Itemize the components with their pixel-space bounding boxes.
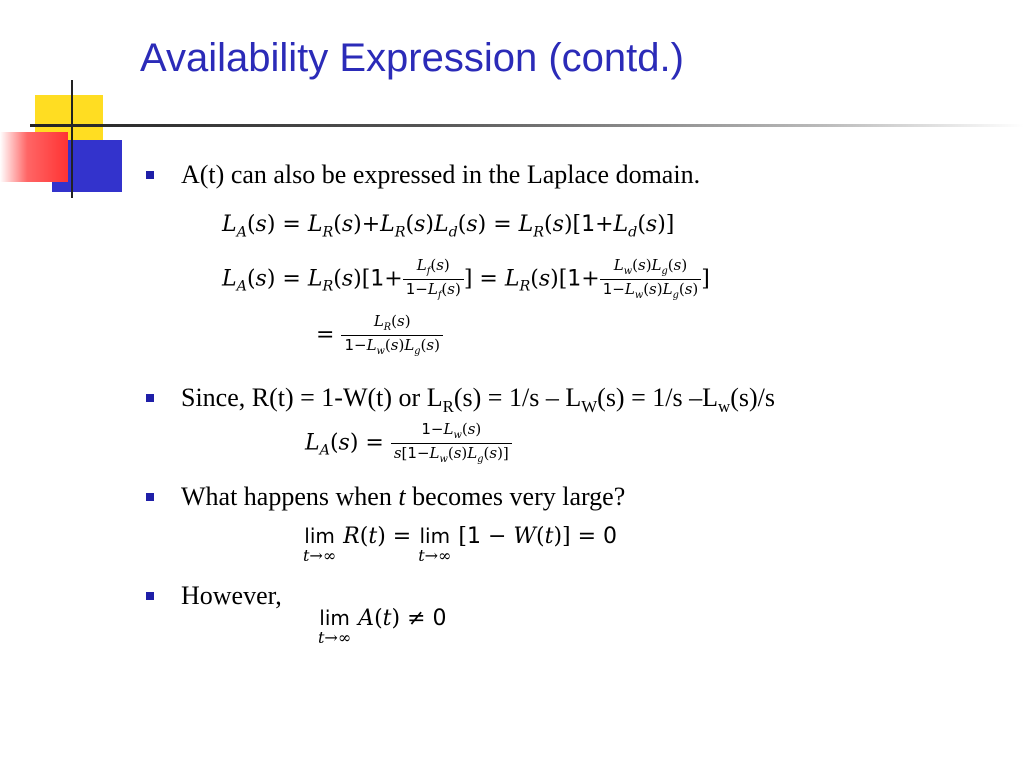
- slide-title: Availability Expression (contd.): [140, 36, 684, 80]
- bullet-marker: [146, 394, 154, 402]
- equation-la-final: $L_A(s)$ = $\frac{1-L_w(s)}{s[1-L_w(s)L_g(s)]}$: [305, 422, 512, 465]
- bullet-text-laplace: A(t) can also be expressed in the Laplace domain.: [181, 160, 701, 189]
- deco-vertical-line: [71, 80, 73, 198]
- equation-la-fraction: $L_A(s) = L_R(s)[1+$ $\frac{L_f(s)}{1-L_f(s)}$ ] = $L_R(s)[1+$ $\frac{L_w(s)L_g(s)}{1-L_w(s)L_g(s)}$ ]: [222, 256, 710, 301]
- bullet-marker: [146, 493, 154, 501]
- deco-red-gradient: [0, 132, 68, 182]
- bullet-text-large-t: What happens when t becomes very large?: [181, 482, 626, 511]
- bullet-marker: [146, 171, 154, 179]
- equation-limit-availability: lim t→∞ A(t) ≠ 0: [318, 606, 447, 647]
- bullet-marker: [146, 592, 154, 600]
- equation-la-simplified: = $\frac{L_R(s)}{1-L_w(s)L_g(s)}$: [316, 314, 443, 357]
- deco-horizontal-rule: [30, 124, 1024, 127]
- equation-limit-reliability: lim t→∞ R(t) = lim t→∞ [1 − W(t)] = 0: [303, 524, 618, 565]
- bullet-text-since: Since, R(t) = 1-W(t) or $L_R(s) = 1/s - L_W(s) = 1/s$ $-L_w(s)/s$: [181, 383, 775, 417]
- bullet-text-however: However,: [181, 581, 282, 610]
- equation-la-sum: $L_A(s) = L_R(s)+L_R(s)L_d(s) = L_R(s)[1+L_d(s)]$: [222, 212, 675, 241]
